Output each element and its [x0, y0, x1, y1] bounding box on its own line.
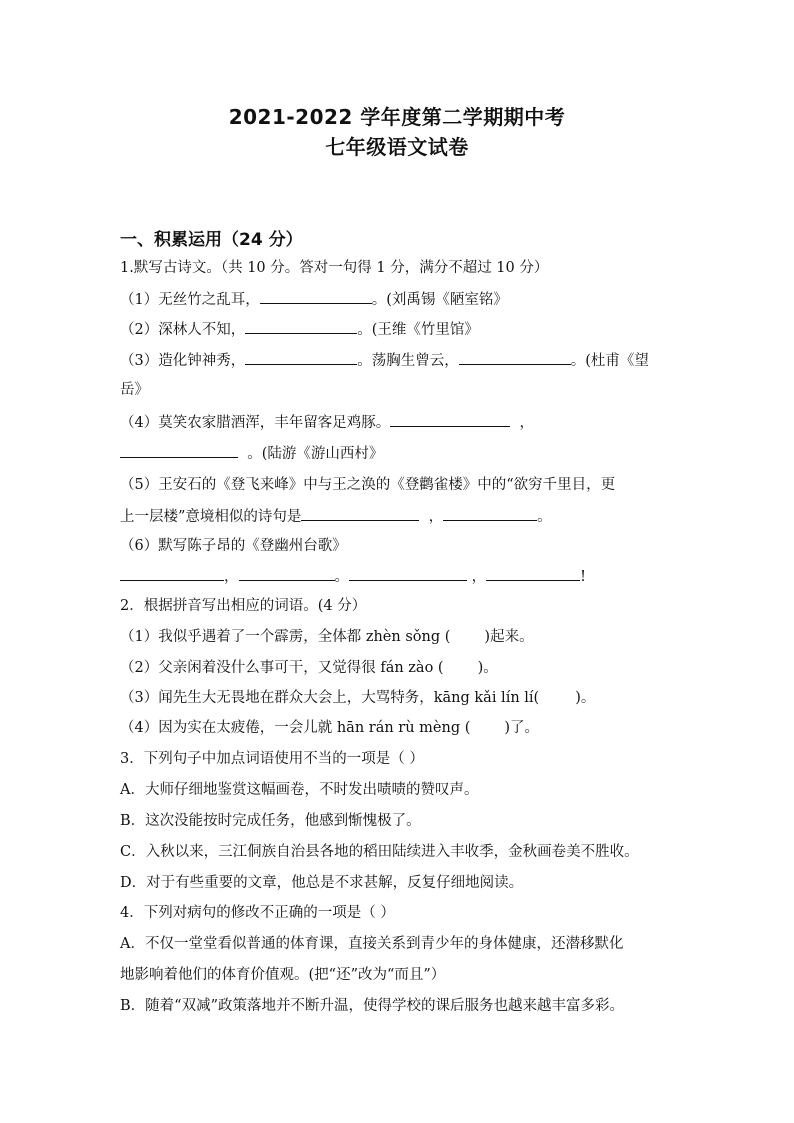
answer-blank[interactable] [390, 412, 510, 427]
q1-item-2: （2）深林人不知， 。(王维《竹里馆》 [120, 319, 680, 340]
q1-item-3: （3）造化钟神秀， 。荡胸生曾云， 。(杜甫《望 [120, 350, 680, 371]
q4-header: 4．下列对病句的修改不正确的一项是（ ） [120, 905, 395, 921]
q3-option-c[interactable]: C．入秋以来，三江侗族自治县各地的稻田陆续进入丰收季，金秋画卷美不胜收。 [120, 844, 639, 860]
q2-item-2: （2）父亲闲着没什么事可干，又觉得很 fán zào ( )。 [120, 660, 498, 676]
q1-item-1: （1）无丝竹之乱耳， 。(刘禹锡《陋室铭》 [120, 289, 680, 310]
q1-item-6-cont: ， 。 ， ! [120, 566, 680, 587]
answer-blank[interactable] [245, 350, 357, 365]
answer-blank[interactable] [486, 566, 580, 581]
q1-item-6: （6）默写陈子昂的《登幽州台歌》 [120, 538, 347, 554]
section-heading: 一、积累运用（24 分） [120, 230, 303, 250]
q4-option-a[interactable]: A．不仅一堂堂看似普通的体育课，直接关系到青少年的身体健康，还潜移默化 [120, 936, 624, 952]
q1-header: 1.默写古诗文。（共 10 分。答对一句得 1 分，满分不超过 10 分） [120, 260, 549, 276]
q1-item-5-cont: 上一层楼”意境相似的诗句是 ， 。 [120, 506, 680, 527]
q3-option-a[interactable]: A．大师仔细地鉴赏这幅画卷，不时发出啧啧的赞叹声。 [120, 782, 479, 798]
answer-blank[interactable] [301, 506, 419, 521]
q3-option-d[interactable]: D．对于有些重要的文章，他总是不求甚解，反复仔细地阅读。 [120, 875, 524, 891]
q2-header: 2．根据拼音写出相应的词语。(4 分） [120, 598, 367, 614]
answer-blank[interactable] [260, 289, 372, 304]
q1-item-4: （4）莫笑农家腊酒浑，丰年留客足鸡豚。 ， [120, 412, 680, 433]
answer-blank[interactable] [120, 443, 238, 458]
q3-header: 3．下列句子中加点词语使用不当的一项是（ ） [120, 751, 424, 767]
exam-subtitle: 七年级语文试卷 [325, 135, 469, 159]
q1-item-4-cont: 。(陆游《游山西村》 [120, 443, 680, 464]
q4-option-a-cont: 地影响着他们的体育价值观。(把“还”改为“而且”） [120, 967, 446, 983]
answer-blank[interactable] [120, 566, 224, 581]
q3-option-b[interactable]: B．这次没能按时完成任务，他感到惭愧极了。 [120, 813, 421, 829]
answer-blank[interactable] [239, 566, 335, 581]
q4-option-b[interactable]: B．随着“双减”政策落地并不断升温，使得学校的课后服务也越来越丰富多彩。 [120, 998, 624, 1014]
answer-blank[interactable] [349, 566, 467, 581]
exam-title: 2021-2022 学年度第二学期期中考 [228, 105, 566, 129]
answer-blank[interactable] [245, 319, 357, 334]
q2-item-4: （4）因为实在太疲倦，一会儿就 hān rán rù mèng ( )了。 [120, 720, 540, 736]
answer-blank[interactable] [443, 506, 537, 521]
answer-blank[interactable] [459, 350, 571, 365]
q1-item-3-cont: 岳》 [120, 382, 149, 398]
q1-item-5: （5）王安石的《登飞来峰》中与王之涣的《登鹳雀楼》中的“欲穷千里目，更 [120, 477, 616, 493]
q2-item-1: （1）我似乎遇着了一个霹雳，全体都 zhèn sǒng ( )起来。 [120, 629, 534, 645]
q2-item-3: （3）闻先生大无畏地在群众大会上，大骂特务，kāng kǎi lín lí( )。 [120, 690, 596, 706]
